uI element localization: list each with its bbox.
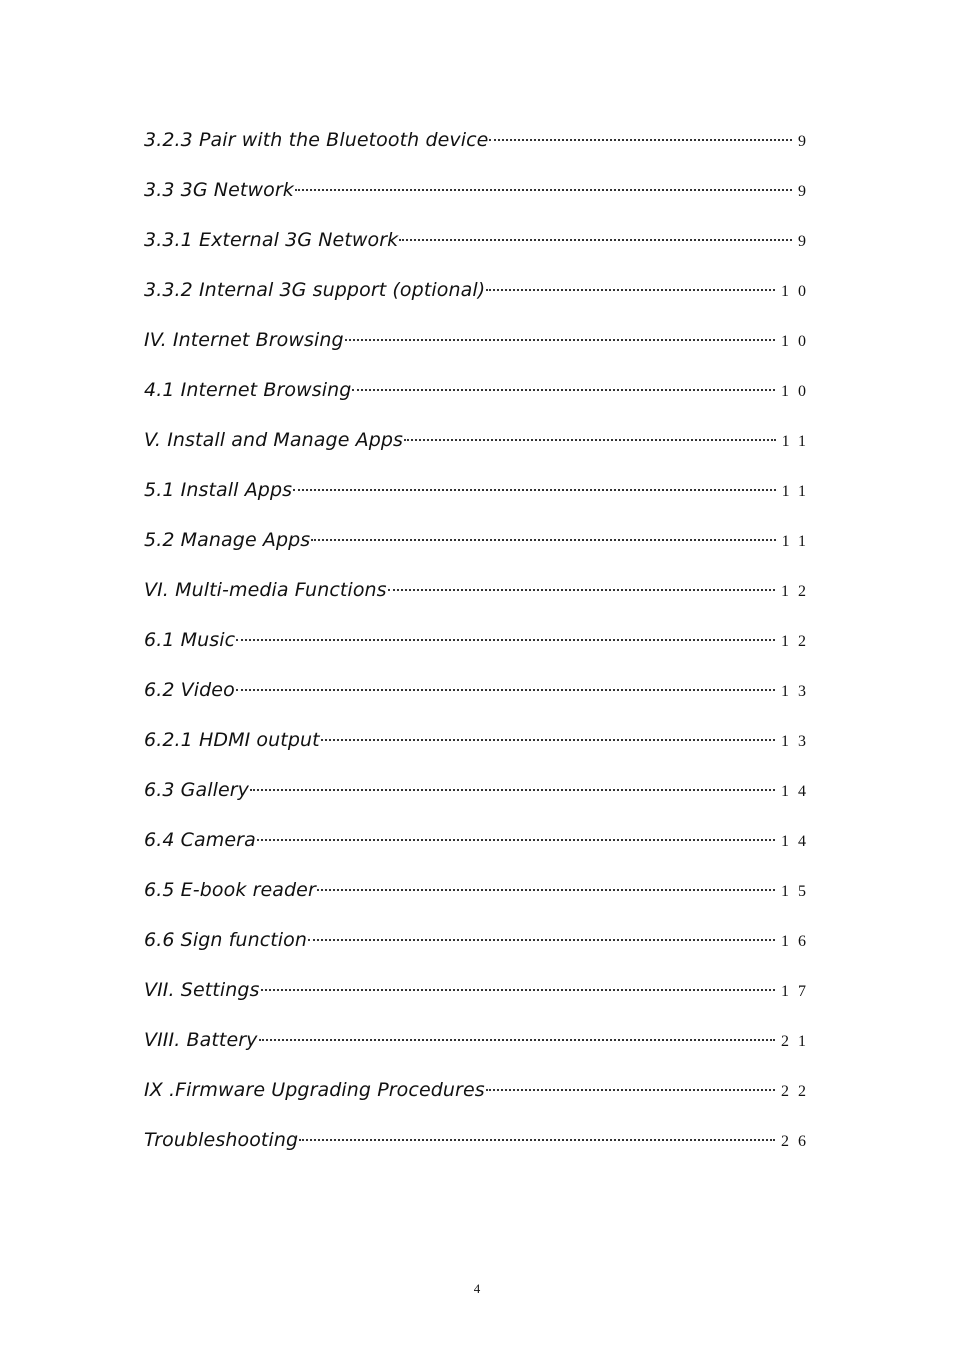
- toc-entry-page: 26: [781, 1133, 815, 1150]
- toc-entry-title: VI. Multi-media Functions: [144, 579, 387, 601]
- toc-entry-title: 6.2.1 HDMI output: [144, 729, 320, 751]
- toc-dot-leader: [293, 489, 775, 491]
- toc-entry-page: 9: [798, 133, 815, 150]
- toc-entry-title: 6.5 E-book reader: [144, 879, 316, 901]
- toc-entry-title: 6.4 Camera: [144, 829, 256, 851]
- toc-dot-leader: [486, 289, 775, 291]
- toc-entry[interactable]: [144, 824, 815, 874]
- toc-entry-page: 21: [781, 1033, 815, 1050]
- toc-entry[interactable]: [144, 424, 815, 474]
- toc-entry-title: IX .Firmware Upgrading Procedures: [144, 1079, 485, 1101]
- toc-entry-title: 6.1 Music: [144, 629, 236, 651]
- toc-entry-page: 9: [798, 183, 815, 200]
- toc-entry-title: VII. Settings: [144, 979, 260, 1001]
- toc-entry-page: 14: [781, 833, 815, 850]
- toc-entry-page: 10: [781, 383, 815, 400]
- toc-entry[interactable]: [144, 1124, 815, 1174]
- toc-entry-title: VIII. Battery: [144, 1029, 258, 1051]
- toc-entry[interactable]: [144, 524, 815, 574]
- toc-entry[interactable]: [144, 1024, 815, 1074]
- toc-entry-page: 11: [781, 433, 815, 450]
- toc-entry-title: 6.2 Video: [144, 679, 235, 701]
- toc-entry-title: 5.2 Manage Apps: [144, 529, 311, 551]
- toc-entry[interactable]: [144, 874, 815, 924]
- toc-entry-page: 10: [781, 283, 815, 300]
- toc-entry-page: 10: [781, 333, 815, 350]
- toc-dot-leader: [486, 1089, 775, 1091]
- toc-entry-page: 17: [781, 983, 815, 1000]
- toc-entry-page: 22: [781, 1083, 815, 1100]
- toc-dot-leader: [311, 539, 775, 541]
- toc-dot-leader: [257, 839, 775, 841]
- toc-dot-leader: [404, 439, 776, 441]
- toc-entry-title: Troubleshooting: [144, 1129, 299, 1151]
- toc-entry-page: 12: [781, 583, 815, 600]
- toc-dot-leader: [299, 1139, 775, 1141]
- toc-entry-page: 9: [798, 233, 815, 250]
- toc-dot-leader: [489, 139, 792, 141]
- toc-dot-leader: [399, 239, 792, 241]
- toc-entry[interactable]: [144, 674, 815, 724]
- toc-entry[interactable]: [144, 324, 815, 374]
- toc-entry-page: 16: [781, 933, 815, 950]
- toc-entry-title: 3.3.2 Internal 3G support (optional): [144, 279, 486, 301]
- toc-dot-leader: [236, 689, 775, 691]
- toc-entry-page: 14: [781, 783, 815, 800]
- toc-dot-leader: [261, 989, 775, 991]
- toc-dot-leader: [352, 389, 775, 391]
- toc-entry[interactable]: [144, 174, 815, 224]
- page-number: 4: [473, 1281, 481, 1296]
- toc-entry-title: IV. Internet Browsing: [144, 329, 344, 351]
- toc-dot-leader: [295, 189, 792, 191]
- toc-entry[interactable]: [144, 224, 815, 274]
- toc-entry-title: 5.1 Install Apps: [144, 479, 293, 501]
- toc-entry[interactable]: [144, 624, 815, 674]
- toc-entry[interactable]: [144, 924, 815, 974]
- toc-entry-page: 15: [781, 883, 815, 900]
- toc-entry[interactable]: [144, 724, 815, 774]
- toc-dot-leader: [259, 1039, 775, 1041]
- toc-dot-leader: [308, 939, 775, 941]
- toc-entry-title: 3.2.3 Pair with the Bluetooth device: [144, 129, 489, 151]
- toc-entry-title: 4.1 Internet Browsing: [144, 379, 352, 401]
- toc-dot-leader: [388, 589, 775, 591]
- toc-dot-leader: [236, 639, 775, 641]
- toc-dot-leader: [321, 739, 775, 741]
- toc-entry[interactable]: [144, 774, 815, 824]
- toc-dot-leader: [250, 789, 775, 791]
- toc-entry[interactable]: [144, 474, 815, 524]
- toc-entry[interactable]: [144, 574, 815, 624]
- toc-dot-leader: [345, 339, 775, 341]
- toc-entry[interactable]: [144, 974, 815, 1024]
- toc-entry-page: 12: [781, 633, 815, 650]
- toc-entry[interactable]: [144, 1074, 815, 1124]
- toc-entry-page: 13: [781, 733, 815, 750]
- toc-entry[interactable]: [144, 374, 815, 424]
- toc-entry-title: 3.3.1 External 3G Network: [144, 229, 399, 251]
- toc-entry-title: 6.6 Sign function: [144, 929, 308, 951]
- toc-entry-page: 13: [781, 683, 815, 700]
- toc-entry[interactable]: [144, 274, 815, 324]
- toc-dot-leader: [317, 889, 775, 891]
- table-of-contents: [144, 124, 815, 1174]
- toc-entry-title: 6.3 Gallery: [144, 779, 250, 801]
- toc-entry[interactable]: [144, 124, 815, 174]
- toc-entry-title: V. Install and Manage Apps: [144, 429, 404, 451]
- toc-entry-title: 3.3 3G Network: [144, 179, 294, 201]
- toc-entry-page: 11: [781, 533, 815, 550]
- toc-entry-page: 11: [781, 483, 815, 500]
